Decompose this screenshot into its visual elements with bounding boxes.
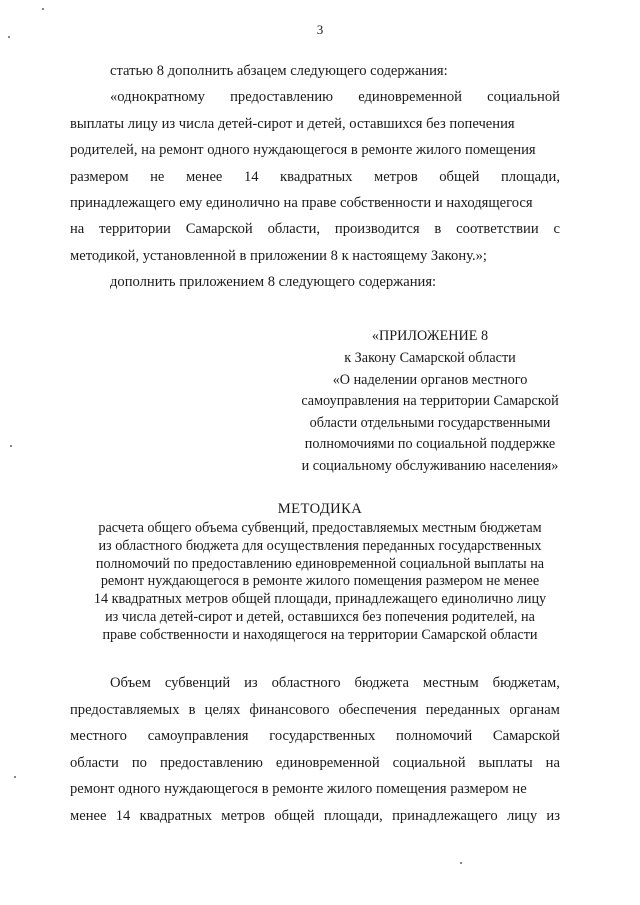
- word: менее: [185, 168, 223, 185]
- appendix-title: «ПРИЛОЖЕНИЕ 8: [371, 328, 489, 344]
- word: из: [546, 807, 560, 824]
- word: соответствии: [456, 221, 539, 238]
- word: 14: [243, 168, 259, 185]
- word: областного: [271, 675, 341, 691]
- word: размером: [70, 168, 129, 185]
- scan-speck: [14, 776, 16, 778]
- word: предоставляемых: [70, 701, 180, 718]
- methodology-line: из областного бюджета для осуществления переданных государственных: [98, 537, 542, 554]
- word: метров: [373, 168, 418, 185]
- word: «однократному: [110, 89, 205, 106]
- text-line: [70, 111, 560, 137]
- word: общей: [439, 168, 480, 185]
- page-number: 3: [316, 22, 324, 37]
- appendix-line: к Закону Самарской области: [344, 350, 516, 366]
- text-line: [70, 84, 560, 110]
- text-line: [70, 723, 560, 750]
- word: на: [70, 221, 85, 238]
- text-line: [70, 137, 560, 163]
- methodology-line: 14 квадратных метров общей площади, принадлежащего единолично лицу: [93, 591, 547, 608]
- methodology-line: полномочий по предоставлению единовременной социальной выплаты на: [95, 555, 545, 572]
- amendment-quote-last-line: методикой, установленной в приложении 8 к настоящему Закону.»;: [70, 247, 487, 264]
- text-line: [70, 803, 560, 830]
- word: на: [545, 754, 560, 771]
- methodology-line: расчета общего объема субвенций, предоставляемых местным бюджетам: [98, 520, 542, 536]
- text-line: [70, 697, 560, 724]
- word: не: [150, 168, 165, 185]
- body-paragraph: [70, 670, 560, 830]
- text-line: [70, 164, 560, 190]
- word: органам: [509, 701, 560, 718]
- word: производится: [334, 221, 420, 238]
- appendix-line: полномочиями по социальной поддержке: [304, 436, 556, 453]
- word: в: [434, 221, 442, 238]
- appendix-line: области отдельными государственными: [309, 414, 551, 431]
- word: менее: [70, 807, 107, 824]
- word: в: [188, 701, 196, 718]
- word: принадлежащего: [392, 807, 498, 824]
- word: предоставлению: [159, 754, 263, 771]
- word: выплаты: [478, 754, 533, 771]
- word: из: [244, 675, 258, 691]
- word: ремонт одного нуждающегося в ремонте жилого помещения размером не: [70, 781, 527, 798]
- add-appendix-line: дополнить приложением 8 следующего содержания:: [110, 274, 437, 291]
- text-line: [70, 776, 560, 803]
- methodology-line: ремонт нуждающегося в ремонте жилого помещения размером не менее: [100, 573, 540, 590]
- appendix-line: самоуправления на территории Самарской: [301, 393, 559, 410]
- word: Самарской: [492, 728, 560, 745]
- word: переданных: [425, 701, 501, 718]
- text-line: [70, 750, 560, 777]
- appendix-header: [288, 324, 572, 478]
- word: местным: [422, 675, 479, 691]
- word: области: [70, 754, 119, 771]
- word: принадлежащего ему единолично на праве собственности и находящегося: [70, 195, 533, 212]
- word: целях: [204, 701, 241, 718]
- amendment-intro-line: статью 8 дополнить абзацем следующего содержания:: [110, 63, 448, 79]
- amendment-quote: [70, 84, 560, 242]
- word: обеспечения: [338, 701, 417, 718]
- word: квадратных: [139, 807, 212, 824]
- scan-speck: [8, 36, 10, 38]
- word: квадратных: [280, 168, 353, 185]
- word: родителей, на ремонт одного нуждающегося в ремонте жилого помещения: [70, 142, 536, 159]
- word: общей: [274, 807, 315, 824]
- text-line: [70, 670, 560, 697]
- appendix-line: «О наделении органов местного: [332, 371, 528, 388]
- word: субвенций: [164, 675, 231, 691]
- methodology-title: МЕТОДИКА: [277, 501, 363, 517]
- word: с: [553, 221, 560, 238]
- word: лицу: [506, 807, 538, 824]
- word: социальной: [487, 89, 560, 106]
- methodology-line: из числа детей-сирот и детей, оставшихся без попечения родителей, на: [105, 608, 535, 625]
- word: площади,: [501, 168, 560, 185]
- word: площади,: [323, 807, 383, 824]
- amendment-section: [70, 58, 560, 296]
- word: бюджетам,: [492, 675, 560, 691]
- word: по: [131, 754, 147, 771]
- word: области,: [267, 221, 321, 238]
- word: Объем: [110, 675, 151, 691]
- scan-speck: [10, 445, 12, 447]
- word: метров: [221, 807, 266, 824]
- word: Самарской: [185, 221, 253, 238]
- word: государственных: [269, 728, 376, 745]
- word: единовременной: [358, 89, 462, 106]
- word: выплаты лицу из числа детей-сирот и детей, оставшихся без попечения: [70, 115, 515, 132]
- word: предоставлению: [230, 89, 334, 106]
- word: социальной: [392, 754, 466, 771]
- word: 14: [115, 807, 131, 824]
- methodology-line: праве собственности и находящегося на территории Самарской области: [102, 626, 538, 643]
- word: местного: [70, 728, 127, 745]
- word: финансового: [249, 701, 330, 718]
- word: территории: [99, 221, 171, 238]
- scan-speck: [460, 862, 462, 864]
- text-line: [70, 216, 560, 242]
- scan-speck: [42, 8, 44, 10]
- word: единовременной: [275, 754, 380, 771]
- word: бюджета: [354, 675, 409, 691]
- appendix-line: и социальному обслуживанию населения»: [301, 457, 559, 474]
- methodology-description: [40, 520, 600, 645]
- word: самоуправления: [147, 728, 249, 745]
- text-line: [70, 190, 560, 216]
- word: полномочий: [396, 728, 473, 745]
